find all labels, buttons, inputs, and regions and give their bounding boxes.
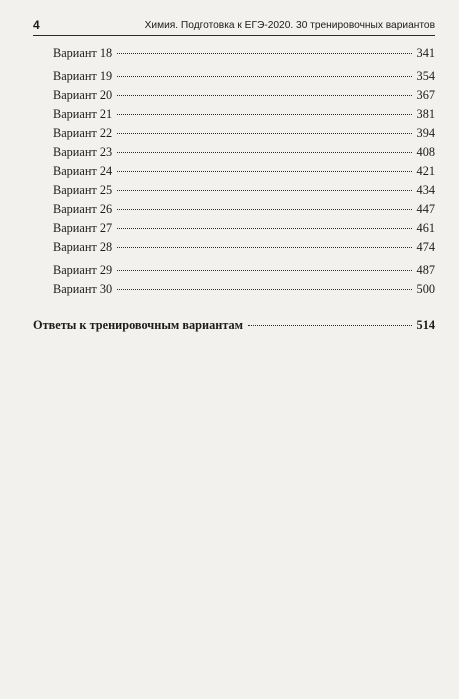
- toc-entry-variant-24: [53, 162, 435, 180]
- toc-entry-variant-25: [53, 181, 435, 199]
- dot-leader: [117, 209, 411, 210]
- toc-entry-label: Вариант 19: [53, 69, 113, 83]
- toc-entry-label: Вариант 20: [53, 88, 113, 102]
- page-number: 4: [33, 18, 40, 32]
- toc-entry-label: Вариант 30: [53, 282, 113, 296]
- toc-entry-label: Вариант 22: [53, 126, 113, 140]
- toc-entry-label: Вариант 24: [53, 164, 113, 178]
- dot-leader: [117, 133, 411, 134]
- toc-entry-variant-29: [53, 261, 435, 279]
- toc-entry-page: 394: [416, 126, 435, 140]
- dot-leader: [117, 270, 411, 271]
- toc-entry-page: 421: [416, 164, 435, 178]
- toc-entry-page: 514: [416, 318, 435, 332]
- toc-entry-page: 341: [416, 46, 435, 60]
- toc-entry-label: Вариант 27: [53, 221, 113, 235]
- toc-entry-variant-20: [53, 86, 435, 104]
- toc-entry-label: Вариант 21: [53, 107, 113, 121]
- toc-entry-label: Вариант 18: [53, 46, 113, 60]
- dot-leader: [117, 289, 411, 290]
- toc-entry-page: 500: [416, 282, 435, 296]
- toc-entry-page: 487: [416, 263, 435, 277]
- dot-leader: [117, 228, 411, 229]
- toc-entry-variant-22: [53, 124, 435, 142]
- toc-entry-page: 367: [416, 88, 435, 102]
- dot-leader: [117, 76, 411, 77]
- toc-entry-page: 381: [416, 107, 435, 121]
- dot-leader: [117, 114, 411, 115]
- running-title: Химия. Подготовка к ЕГЭ-2020. 30 тренировочных вариантов: [144, 20, 435, 31]
- dot-leader: [117, 95, 411, 96]
- toc-entry-label: Вариант 26: [53, 202, 113, 216]
- toc-entry-label: Ответы к тренировочным вариантам: [33, 318, 244, 332]
- dot-leader: [117, 152, 411, 153]
- dot-leader: [117, 190, 411, 191]
- toc-entry-variant-28: [53, 238, 435, 256]
- dot-leader: [117, 247, 411, 248]
- toc-entry-variant-21: [53, 105, 435, 123]
- toc-entry-variant-26: [53, 200, 435, 218]
- dot-leader: [248, 325, 412, 326]
- dot-leader: [117, 53, 411, 54]
- toc-entry-label: Вариант 29: [53, 263, 113, 277]
- toc-entry-page: 354: [416, 69, 435, 83]
- toc-entry-page: 447: [416, 202, 435, 216]
- toc-entry-answers: [33, 316, 435, 334]
- toc-entry-variant-30: [53, 280, 435, 298]
- dot-leader: [117, 171, 411, 172]
- toc-entry-label: Вариант 23: [53, 145, 113, 159]
- toc-entry-label: Вариант 28: [53, 240, 113, 254]
- toc-entry-page: 474: [416, 240, 435, 254]
- toc-entry-page: 408: [416, 145, 435, 159]
- toc-entry-variant-19: [53, 67, 435, 85]
- toc-entry-label: Вариант 25: [53, 183, 113, 197]
- toc-entry-page: 461: [416, 221, 435, 235]
- toc-entry-variant-23: [53, 143, 435, 161]
- toc-entry-variant-18: [53, 44, 435, 62]
- toc-entry-page: 434: [416, 183, 435, 197]
- toc-entry-variant-27: [53, 219, 435, 237]
